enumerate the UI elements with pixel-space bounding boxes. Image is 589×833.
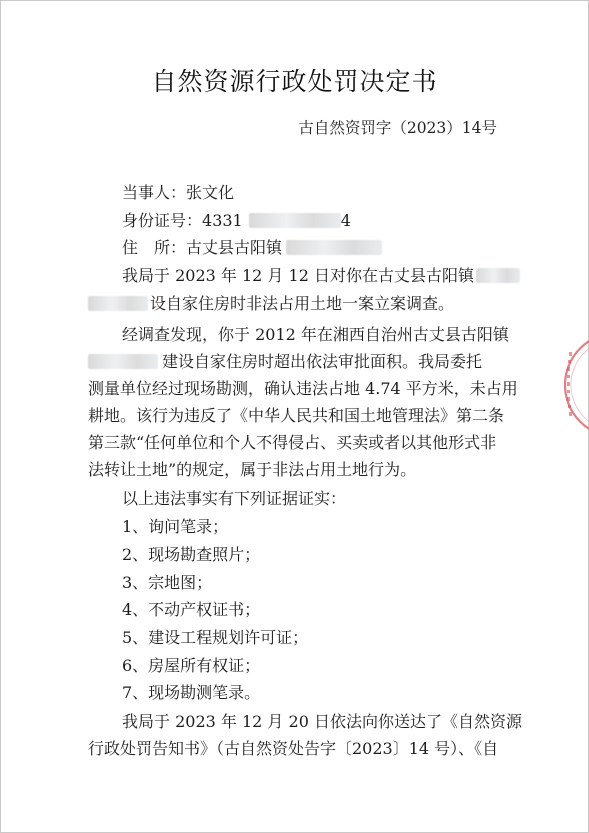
address-label: 住 所： bbox=[122, 238, 187, 257]
paragraph-2-line-6: 法转让土地”的规定，属于非法占用土地行为。 bbox=[88, 460, 417, 479]
paragraph-2-line-1: 经调查发现，你于 2012 年在湘西自治州古丈县古阳镇 bbox=[122, 325, 509, 344]
id-line bbox=[122, 211, 351, 231]
address-line bbox=[122, 238, 382, 258]
evidence-item: 6、房屋所有权证； bbox=[122, 656, 261, 675]
evidence-item: 7、现场勘测笔录。 bbox=[122, 683, 261, 702]
paragraph-1-line-1 bbox=[122, 266, 520, 286]
evidence-item: 4、不动产权证书； bbox=[122, 600, 261, 619]
paragraph-1-text-b: 设自家住房时非法占用土地一案立案调查。 bbox=[150, 294, 455, 313]
redaction-block bbox=[88, 354, 158, 369]
redaction-block bbox=[88, 296, 148, 311]
paragraph-1-text-a: 我局于 2023 年 12 月 12 日对你在古丈县古阳镇 bbox=[122, 266, 474, 285]
evidence-item: 2、现场勘查照片； bbox=[122, 545, 261, 564]
paragraph-3-line-1: 我局于 2023 年 12 月 20 日依法向你送达了《自然资源 bbox=[122, 712, 522, 731]
paragraph-2-line-5: 第三款“任何单位和个人不得侵占、买卖或者以其他形式非 bbox=[88, 433, 497, 452]
evidence-item: 1、询问笔录； bbox=[122, 517, 229, 536]
official-seal bbox=[555, 330, 589, 440]
party-label: 当事人： bbox=[122, 183, 187, 202]
paragraph-2-line-2 bbox=[88, 352, 482, 372]
evidence-intro: 以上违法事实有下列证据证实： bbox=[122, 489, 347, 508]
evidence-item: 3、宗地图； bbox=[122, 573, 213, 592]
id-label: 身份证号： bbox=[122, 211, 203, 230]
id-prefix: 4331 bbox=[202, 211, 243, 230]
party-line bbox=[122, 183, 234, 203]
id-suffix: 4 bbox=[340, 211, 351, 230]
address-value: 古丈县古阳镇 bbox=[186, 238, 283, 257]
redaction-block bbox=[476, 268, 520, 283]
party-name: 张文化 bbox=[186, 183, 235, 202]
paragraph-2-text: 建设自家住房时超出依法审批面积。我局委托 bbox=[162, 352, 483, 371]
paragraph-2-line-3: 测量单位经过现场勘测，确认违法占地 4.74 平方米，未占用 bbox=[88, 379, 518, 398]
document-title: 自然资源行政处罚决定书 bbox=[151, 67, 438, 96]
evidence-item: 5、建设工程规划许可证； bbox=[122, 628, 309, 647]
paragraph-3-line-2: 行政处罚告知书》（古自然资处告字〔2023〕14 号）、《自 bbox=[88, 739, 499, 758]
paragraph-1-line-2 bbox=[88, 294, 454, 314]
document-number: 古自然资罚字（2023）14号 bbox=[298, 119, 497, 137]
paragraph-2-line-4: 耕地。该行为违反了《中华人民共和国土地管理法》第二条 bbox=[88, 406, 505, 425]
redaction-block bbox=[249, 213, 341, 228]
redaction-block bbox=[286, 240, 382, 255]
